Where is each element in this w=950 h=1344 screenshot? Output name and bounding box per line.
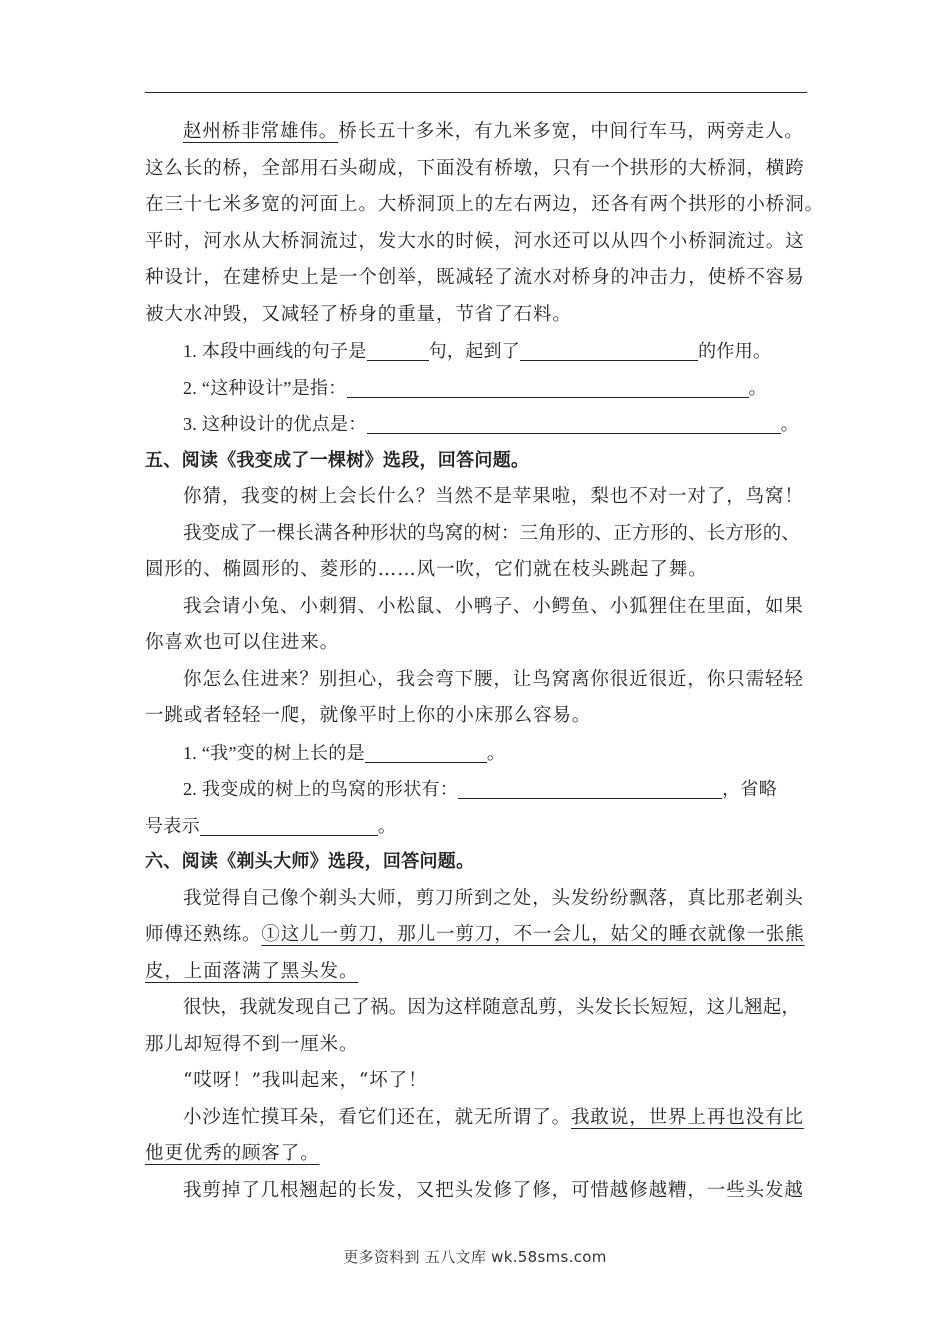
paragraph-line: 我会请小兔、小刺猬、小松鼠、小鸭子、小鳄鱼、小狐狸住在里面，如果 <box>183 595 804 617</box>
underlined-sentence: 他更优秀的顾客了。 <box>145 1143 320 1164</box>
text-segment: 师傅还熟练。 <box>145 924 262 945</box>
answer-blank[interactable] <box>520 340 698 361</box>
question-text: 2. “这种设计”是指： <box>183 377 347 398</box>
paragraph-line: 很快，我就发现自己了祸。因为这样随意乱剪，头发长长短短，这儿翘起， <box>183 997 801 1018</box>
text-segment: 小沙连忙摸耳朵，看它们还在，就无所谓了。 <box>183 1106 572 1128</box>
question-line <box>145 771 810 808</box>
answer-blank[interactable] <box>367 340 429 361</box>
answer-blank[interactable] <box>365 742 487 763</box>
paragraph-line: 我觉得自己像个剃头大师，剪刀所到之处，头发纷纷飘落，真比那老剃头 <box>183 887 804 909</box>
question-text: 。 <box>377 815 397 836</box>
underlined-sentence: 我敢说，世界上再也没有比 <box>571 1106 804 1128</box>
paragraph-line: 这么长的桥，全部用石头砌成，下面没有桥墩，只有一个拱形的大桥洞，横跨 <box>145 157 805 179</box>
section-heading: 六、阅读《剃头大师》选段，回答问题。 <box>145 851 475 872</box>
answer-blank[interactable] <box>347 377 749 398</box>
question-text: 句，起到了 <box>428 341 521 361</box>
paragraph-line: 种设计，在建桥史上是一个创举，既减轻了流水对桥身的冲击力，使桥不容易 <box>145 267 805 288</box>
paragraph-line: 平时，河水从大桥洞流过，发大水的时候，河水还可以从四个小桥洞流过。这 <box>145 230 805 252</box>
section-heading: 五、阅读《我变成了一棵树》选段，回答问题。 <box>145 449 530 471</box>
paragraph-line <box>145 114 810 151</box>
question-text: ，省略 <box>722 779 778 799</box>
underlined-sentence: ①这儿一剪刀，那儿一剪刀，不一会儿，姑父的睡衣就像一张熊 <box>261 924 805 945</box>
question-text: 2. 我变成的树上的鸟窝的形状有： <box>183 779 459 799</box>
document-body <box>145 114 825 1209</box>
paragraph-line <box>145 954 810 991</box>
question-text: 1. 本段中画线的句子是 <box>183 341 367 361</box>
underlined-sentence: 皮，上面落满了黑头发。 <box>145 960 359 982</box>
paragraph-line: “哎呀！”我叫起来，“坏了！ <box>183 1070 428 1091</box>
question-text: 的作用。 <box>698 341 772 361</box>
underlined-sentence: 赵州桥非常雄伟。 <box>183 121 339 142</box>
question-text: 。 <box>780 414 799 434</box>
paragraph-line: 在三十七米多宽的河面上。大桥洞顶上的左右两边，还各有两个拱形的小桥洞。 <box>145 194 825 215</box>
question-line <box>145 406 810 443</box>
question-text: 。 <box>486 742 506 763</box>
text-segment: 桥长五十多米，有九米多宽，中间行车马，两旁走人。 <box>338 121 804 142</box>
question-text: 1. “我”变的树上长的是 <box>183 742 365 763</box>
paragraph-line: 圆形的、椭圆形的、菱形的……风一吹，它们就在枝头跳起了舞。 <box>145 559 708 580</box>
question-line <box>145 333 810 370</box>
paragraph-line <box>145 917 810 954</box>
question-text: 号表示 <box>145 815 200 836</box>
answer-blank[interactable] <box>367 413 781 434</box>
paragraph-line: 那儿却短得不到一厘米。 <box>145 1033 359 1055</box>
paragraph-line: 你喜欢也可以住进来。 <box>145 632 340 653</box>
question-line <box>145 808 810 845</box>
question-text: 。 <box>748 377 767 398</box>
answer-blank[interactable] <box>458 778 722 799</box>
paragraph-line: 你怎么住进来？别担心，我会弯下腰，让鸟窝离你很近很近，你只需轻轻 <box>183 668 804 690</box>
question-line <box>145 735 810 772</box>
paragraph-line <box>145 1136 810 1173</box>
answer-blank[interactable] <box>200 815 378 836</box>
paragraph-line: 被大水冲毁，又减轻了桥身的重量，节省了石料。 <box>145 303 572 325</box>
paragraph-line: 我变成了一棵长满各种形状的鸟窝的树：三角形的、正方形的、长方形的、 <box>183 522 801 544</box>
question-text: 3. 这种设计的优点是： <box>183 414 367 434</box>
paragraph-line: 一跳或者轻轻一爬，就像平时上你的小床那么容易。 <box>145 705 592 726</box>
paragraph-line: 我剪掉了几根翘起的长发，又把头发修了修，可惜越修越糟，一些头发越 <box>183 1179 804 1201</box>
header-rule <box>145 92 807 93</box>
footer-watermark: 更多资料到 五八文库 wk.58sms.com <box>343 1248 607 1266</box>
paragraph-line: 你猜，我变的树上会长什么？当然不是苹果啦，梨也不对一对了，鸟窝！ <box>183 486 804 507</box>
paragraph-line <box>145 1100 810 1137</box>
question-line <box>145 370 810 407</box>
